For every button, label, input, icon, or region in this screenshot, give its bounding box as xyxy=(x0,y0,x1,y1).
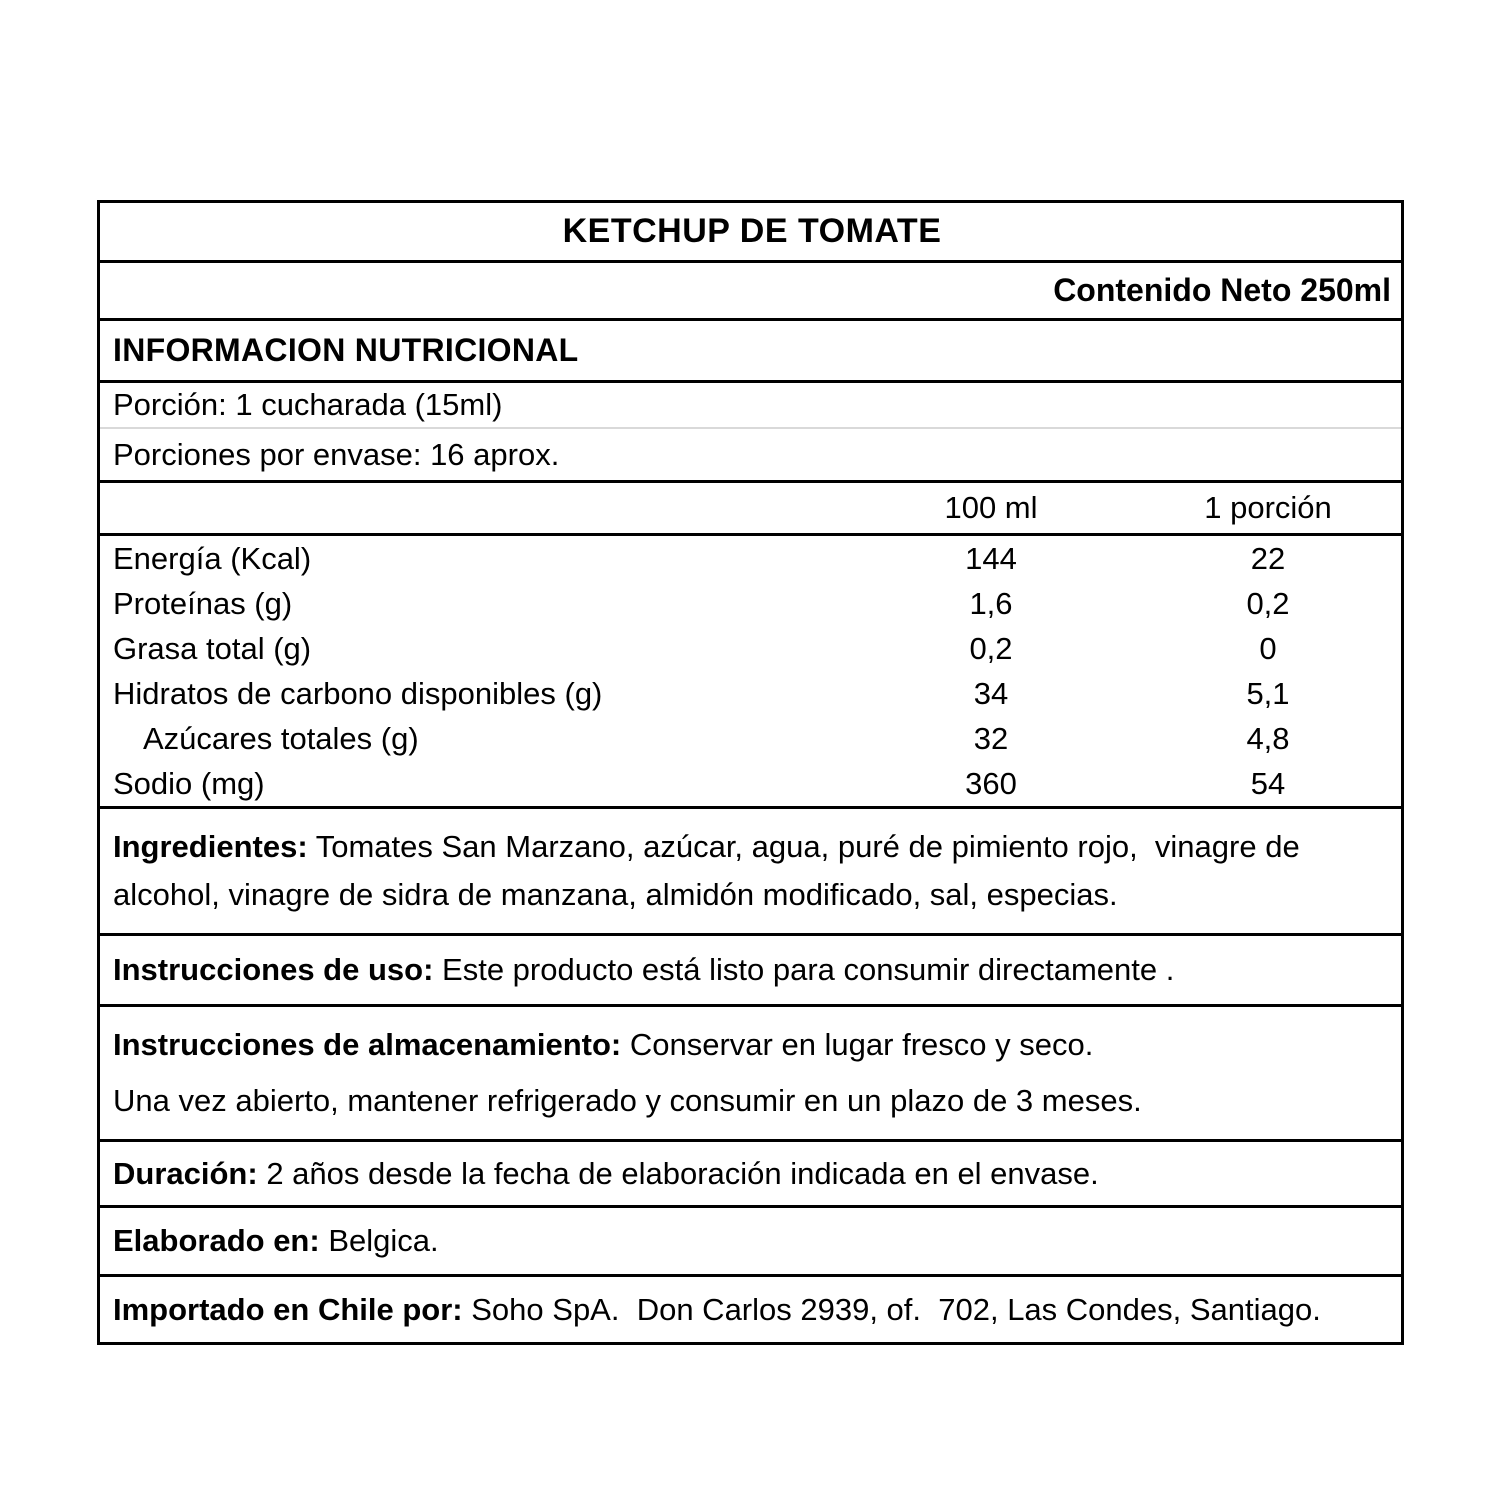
usage-label: Instrucciones de uso: xyxy=(113,952,434,987)
nutrient-row-grasa-total xyxy=(100,626,1401,671)
made-in-text xyxy=(113,1217,439,1265)
net-content-row xyxy=(100,260,1401,318)
servings-per-container-text: Porciones por envase: 16 aprox. xyxy=(113,436,560,472)
nutrient-per100-value: 34 xyxy=(973,675,1009,711)
made-in-label: Elaborado en: xyxy=(113,1223,320,1258)
nutrient-row-hidratos xyxy=(100,671,1401,716)
nutrient-row-proteinas xyxy=(100,581,1401,626)
importer-body: Soho SpA. Don Carlos 2939, of. 702, Las Condes, Santiago. xyxy=(471,1291,1321,1327)
nutrient-row-sodio xyxy=(100,761,1401,806)
nutrient-portion-value: 0 xyxy=(1259,630,1277,666)
ingredients-text xyxy=(113,823,1385,919)
serving-size-text: Porción: 1 cucharada (15ml) xyxy=(113,387,503,423)
nutrient-portion-value: 0,2 xyxy=(1246,585,1290,621)
nutrient-per100-value: 0,2 xyxy=(969,630,1013,666)
nutrient-portion-value: 54 xyxy=(1250,765,1286,801)
storage-text-line2 xyxy=(113,1077,1385,1125)
column-header-portion: 1 porción xyxy=(1204,490,1332,525)
nutrition-heading-row xyxy=(100,318,1401,380)
ingredients-list: Tomates San Marzano, azúcar, agua, puré de pimiento rojo, vinagre de alcohol, vinagre de sidra de manzana, almidón modificado, sal, especias. xyxy=(113,829,1309,912)
nutrient-label: Azúcares totales (g) xyxy=(143,720,419,756)
nutrient-per100-value: 1,6 xyxy=(969,585,1013,621)
importer-text xyxy=(113,1286,1321,1334)
usage-text xyxy=(113,946,1174,994)
ingredients-section xyxy=(100,806,1401,933)
nutrient-label: Proteínas (g) xyxy=(113,585,293,621)
nutrient-portion-value: 22 xyxy=(1250,540,1286,576)
nutrient-portion-value: 4,8 xyxy=(1246,720,1290,756)
nutrition-label xyxy=(97,200,1404,1345)
duration-section xyxy=(100,1139,1401,1205)
importer-section xyxy=(100,1274,1401,1342)
made-in-section xyxy=(100,1205,1401,1274)
nutrition-heading-text: INFORMACION NUTRICIONAL xyxy=(113,332,579,369)
nutrient-label: Sodio (mg) xyxy=(113,765,265,801)
ingredients-label: Ingredientes: xyxy=(113,829,308,864)
usage-instructions-section xyxy=(100,933,1401,1004)
storage-instructions-section xyxy=(100,1004,1401,1139)
serving-size-row xyxy=(100,380,1401,427)
nutrition-column-headers xyxy=(100,480,1401,533)
storage-body-2: Una vez abierto, mantener refrigerado y consumir en un plazo de 3 meses. xyxy=(113,1083,1142,1118)
nutrient-per100-value: 360 xyxy=(965,765,1017,801)
net-content-text: Contenido Neto 250ml xyxy=(1053,272,1391,309)
nutrient-portion-value: 5,1 xyxy=(1246,675,1290,711)
nutrient-label: Energía (Kcal) xyxy=(113,540,312,576)
storage-text-line1 xyxy=(113,1021,1385,1069)
servings-per-container-row xyxy=(100,427,1401,480)
duration-text xyxy=(113,1150,1099,1198)
usage-body: Este producto está listo para consumir directamente . xyxy=(442,952,1175,987)
column-header-per-100ml: 100 ml xyxy=(944,490,1038,525)
storage-body: Conservar en lugar fresco y seco. xyxy=(629,1027,1094,1062)
storage-label: Instrucciones de almacenamiento: xyxy=(113,1027,622,1062)
duration-label: Duración: xyxy=(113,1155,258,1191)
nutrient-per100-value: 144 xyxy=(965,540,1017,576)
nutrient-label: Hidratos de carbono disponibles (g) xyxy=(113,675,603,711)
made-in-body: Belgica. xyxy=(328,1223,439,1258)
nutrient-label: Grasa total (g) xyxy=(113,630,312,666)
duration-body: 2 años desde la fecha de elaboración indicada en el envase. xyxy=(266,1155,1099,1191)
nutrient-per100-value: 32 xyxy=(973,720,1009,756)
importer-label: Importado en Chile por: xyxy=(113,1291,463,1327)
product-title xyxy=(100,203,1401,260)
nutrition-values-table xyxy=(100,533,1401,806)
nutrient-row-energia xyxy=(100,536,1401,581)
nutrient-row-azucares xyxy=(100,716,1401,761)
product-title-text: KETCHUP DE TOMATE xyxy=(562,211,942,250)
